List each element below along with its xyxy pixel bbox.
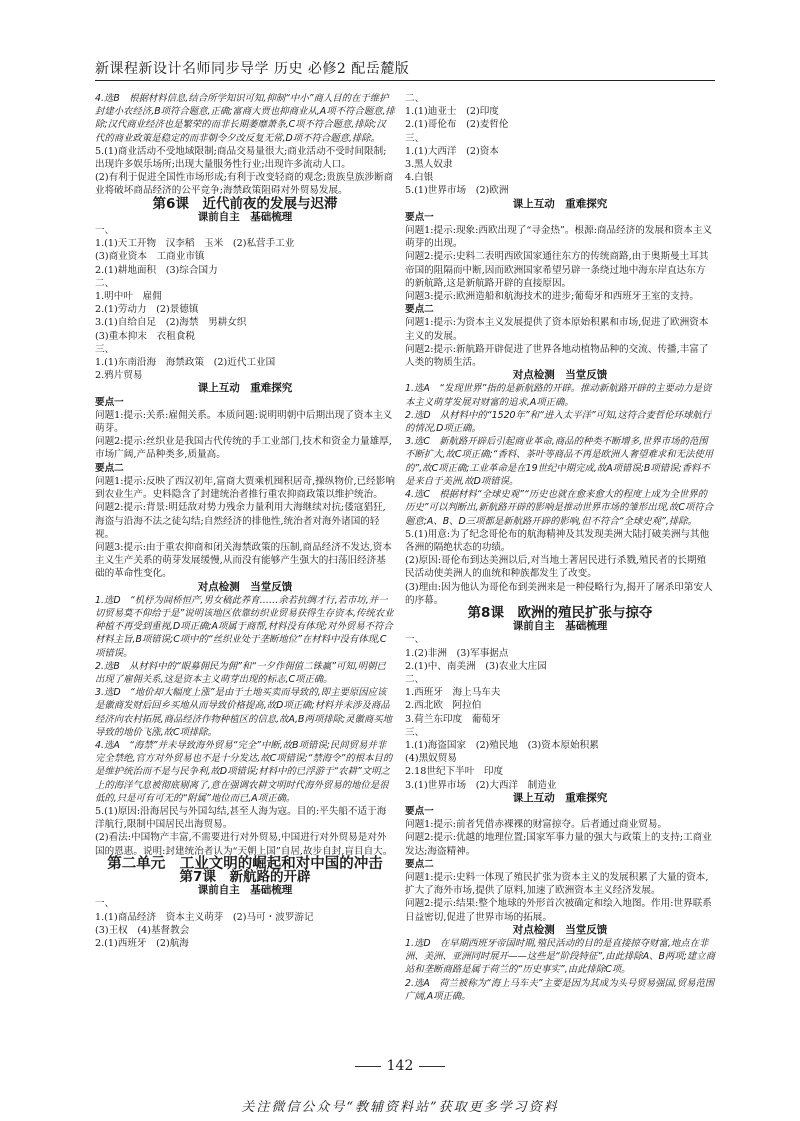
paragraph: (2)原因:哥伦布到达美洲以后,对当地土著居民进行杀戮,殖民者的长期殖民活动使美洲人的血统和种族都发生了改变。	[405, 555, 707, 580]
answer-paragraph: 3.选C 新航路开辟后引起商业革命,商品的种类不断增多,世界市场的范围不断扩大,故C项正确;“香料、茶叶等商品不再是欧洲人奢望难求和无法使用的”,故C项正确;工业革命是在19世纪中期完成,故A项错误;B项错误;香料不是来自于美洲,故D项错误。	[405, 436, 714, 487]
paragraph: (3)商业资本 工商业市镇	[95, 251, 205, 263]
paragraph: 三、	[405, 132, 425, 144]
left-column	[95, 92, 395, 950]
paragraph: 3.(1)自给自足 (2)海禁 男耕女织	[95, 317, 247, 329]
paragraph: 5.(1)用意:为了纪念哥伦布的航海精神及其发现美洲大陆打破美洲与其他各洲的隔绝状态的功绩。	[405, 528, 710, 553]
key-point-heading: 要点二	[95, 462, 124, 474]
section-heading: 课前自主 基础梳理	[197, 884, 293, 897]
answer-paragraph: 1.选D 在早期西班牙帝国时期,殖民活动的目的是直接掠夺财富,地点在非洲、美洲、亚洲同时展开——这些是“阶段特征”,由此排除A、B两项;建立商站和垄断商路是属于荷兰的“历史事实”,由此排除C项。	[405, 938, 715, 976]
paragraph: 3.荷兰东印度 葡萄牙	[405, 713, 501, 725]
paragraph: (3)重本抑末 衣租食税	[95, 330, 195, 342]
paragraph: 2.鸦片贸易	[95, 370, 143, 382]
paragraph: 2.(1)哥伦布 (2)麦哲伦	[405, 119, 509, 131]
page-number-dash-right	[419, 1066, 445, 1067]
paragraph: 2.(1)中、南美洲 (3)农业大庄园	[405, 660, 547, 672]
paragraph: (2)看法:中国物产丰富,不需要进行对外贸易,中国进行对外贸易是对外国的恩惠。说明:封建统治者认为“天朝上国”自居,故步自封,盲目自大。	[95, 832, 393, 857]
paragraph: 5.(1)商业活动不受地域限制;商品交易量很大;商业活动不受时间限制;出现许多娱乐场所;出现大量服务性行业;出现许多流动人口。	[95, 145, 387, 171]
answer-paragraph: 1.选D “机杼为闾桥恒产,男女稿此养育……余若抗绸才行,若市坊,并一切贸易莫不仰给于是”说明该地区依靠纺织业贸易获得生存资本,传统农业种植不再受到重视,D项正确;A项属于商帮,材料没有体现;对外贸易不符合材料主旨,B项错误;C项中的“丝织业处于垄断地位”在材料中没有体现,C项错误。	[95, 594, 394, 659]
answer-paragraph: 4.选C 根据材料“全球史观”“历史也就在愈来愈大的程度上成为全世界的历史”可以判断出,新航路开辟的影响是推动世界市场的雏形出现,故C项符合题意;A、B、D三项都是新航路开辟的影响,但不符合“全球史观”,排除。	[405, 489, 713, 527]
paragraph: (3)王权 (4)基督教会	[95, 924, 190, 936]
paragraph: 1.西班牙 海上马车夫	[405, 687, 501, 699]
paragraph: 问题2:提示:优越的地理位置;国家军事力量的强大与政策上的支持;工商业发达;海盗精神。	[405, 832, 712, 857]
paragraph: 4.白银	[405, 172, 434, 184]
paragraph: 1.(1)海盗国家 (2)殖民地 (3)资本原始积累	[405, 739, 599, 751]
page-number	[0, 1058, 800, 1074]
unit-heading: 第二单元 工业文明的崛起和对中国的冲击	[107, 855, 383, 872]
answer-paragraph: 4.选A “海禁”并未导致海外贸易“完全”中断,故B项错误;民间贸易并非完全禁绝,官方对外贸易也不是十分发达,故C项错误;“禁海令”的根本目的是维护统治而不是与民争利,故D项错误;材料中的已浮游于“农耕”文明之上的海洋气息被彻底剔离了,意在强调农耕文明时代海外贸易的地位是很低的,只是可有可无的“附属”地位而已,A项正确。	[95, 739, 393, 804]
paragraph: 1.(1)大西洋 (2)资本	[405, 145, 499, 157]
key-point-heading: 要点一	[405, 805, 434, 817]
paragraph: 5.(1)原因:沿海居民与外国勾结,甚至人海为寇。目的:平失船不适于海洋航行,限制中国居民出海贸易。	[95, 805, 387, 831]
paragraph: 一、	[95, 898, 115, 910]
paragraph: (2)有利于促进全国性市场形成;有利于改变轻商的观念;贵族皇族涉断商业将破坏商品经济的公平竞争;海禁政策阻碍对外贸易发展。	[95, 172, 394, 197]
paragraph: 问题1:提示:史料一体现了殖民扩张为资本主义的发展积累了大量的资本,扩大了海外市场,提供了原料,加速了欧洲资本主义经济发展。	[405, 871, 709, 897]
section-heading: 对点检测 当堂反馈	[512, 923, 608, 936]
paragraph: 2.西北欧 阿拉伯	[405, 700, 482, 712]
paragraph: 1.(1)东南沿海 海禁政策 (2)近代工业国	[95, 357, 276, 369]
paragraph: 三、	[95, 343, 115, 355]
paragraph: 1.(1)迪亚士 (2)印度	[405, 106, 499, 118]
paragraph: 3.黑人奴隶	[405, 159, 453, 171]
paragraph: 一、	[95, 225, 115, 237]
answer-paragraph: 2.选B 从材料中的“眼募佣民为佣”和“一夕作佣值二铢赢”可知,明朝已出现了雇佣关系,这是资本主义萌芽出现的标志,C项正确。	[95, 660, 386, 685]
paragraph: 1.(1)商品经济 资本主义萌芽 (2)马可・波罗游记	[95, 911, 314, 923]
paragraph: (4)黑奴贸易	[405, 753, 457, 765]
paragraph: 问题1:提示:为资本主义发展提供了资本原始积累和市场,促进了欧洲资本主义的发展。	[405, 317, 709, 342]
key-point-heading: 要点一	[95, 396, 124, 408]
page-header	[95, 58, 715, 78]
answer-paragraph: 2.选A 荷兰被称为“海上马车夫”主要是因为其成为头号贸易强国,贸易范围广阔,A项正确。	[405, 977, 715, 1002]
section-heading: 课上互动 重难探究	[512, 791, 608, 804]
lesson-heading: 第8课 欧洲的殖民扩张与掠夺	[467, 604, 653, 621]
paragraph: 二、	[95, 277, 115, 289]
footer-text: 关注微信公众号“教辅资料站”获取更多学习资料	[241, 1100, 559, 1115]
paragraph: 问题2:提示:史料二表明西欧国家通往东方的传统商路,由于奥斯曼土耳其帝国的阻隔而中断,因而欧洲国家希望另辟一条绕过地中海东岸直达东方的新航路,这是新航路开辟的直接原因。	[405, 251, 709, 289]
answer-paragraph: 4.选B 根据材料信息,结合所学知识可知,抑制“中小”商人目的在于维护封建小农经济,B项符合题意,正确;富商大贾也抑商业从,A项不符合题意,排除;汉代商业经济也是繁荣的而非长期萎靡萧条,C项不符合题意,排除;汉代的商业政策是稳定的而非朝令夕改反复无常,D项不符合题意,排除。	[95, 93, 395, 144]
paragraph: 问题1:提示:现象:西欧出现了“寻金热”。根源:商品经济的发展和资本主义萌芽的出现。	[405, 225, 713, 250]
page-number-dash-left	[355, 1066, 381, 1067]
paragraph: 二、	[405, 673, 425, 685]
key-point-heading: 要点二	[405, 858, 434, 870]
paragraph: 3.(1)世界市场 (2)大西洋 制造业	[405, 779, 557, 791]
paragraph: 2.18世纪下半叶 印度	[405, 766, 504, 778]
paragraph: 1.明中叶 雇佣	[95, 291, 162, 303]
paragraph: 2.(1)耕地面积 (3)综合国力	[95, 264, 218, 276]
key-point-heading: 要点一	[405, 211, 434, 223]
section-heading: 课上互动 重难探究	[197, 382, 293, 395]
right-column	[405, 92, 715, 1003]
section-heading: 对点检测 当堂反馈	[197, 580, 293, 593]
footer-note	[0, 1096, 800, 1115]
section-heading: 课前自主 基础梳理	[512, 620, 608, 633]
page-number-text: 142	[386, 1058, 414, 1074]
paragraph: 问题1:提示:前者凭借赤裸裸的财富掠夺。后者通过商业贸易。	[405, 819, 668, 831]
answer-paragraph: 2.选D 从材料中的“1520年”和“进入太平洋”可知,这符合麦哲伦环球航行的情况,D项正确。	[405, 409, 712, 435]
paragraph: 问题3:提示:由于重农抑商和闭关海禁政策的压制,商品经济不发达,资本主义生产关系的萌芽发展缓慢,从而没有能够产生强大的扫荡旧经济基础的革命性变化。	[95, 541, 392, 580]
paragraph: 5.(1)世界市场 (2)欧洲	[405, 185, 509, 197]
paragraph: 1.(2)非洲 (3)军事据点	[405, 647, 509, 659]
header-title: 新课程新设计名师同步导学 历史 必修2 配岳麓版	[95, 61, 410, 77]
paragraph: 2.(1)西班牙 (2)航海	[95, 938, 189, 949]
key-point-heading: 要点二	[405, 304, 434, 316]
paragraph: 一、	[405, 634, 425, 646]
section-heading: 对点检测 当堂反馈	[512, 369, 608, 382]
paragraph: 问题3:提示:欧洲造船和航海技术的进步;葡萄牙和西班牙王室的支持。	[405, 291, 700, 303]
answer-paragraph: 3.选D “地价却大幅度上涨”是由于土地买卖而导致的,即主要原因应该是徽商发财后回乡买地从而导致价格提高,故D项正确;材料并未涉及商品经济向农村拓展,商品经济作物种植区的信息,故A,B两项排除;灵徽商买地导致的地价飞涨,故C项排除。	[95, 687, 392, 738]
paragraph: 问题1:提示:反映了西汉初年,富商大贾乘机囤积居奇,操纵物价,已经影响到农业生产。史料隐含了封建统治者推行重农抑商政策以维护统治。	[95, 475, 395, 501]
paragraph: 问题2:提示:背景:明廷敌对势力残余力量利用大海继续对抗;倭寇猖狂,海盗与沿海不法之徒勾结;自然经济的排他性,统治者对海外诸国的轻视。	[95, 502, 386, 540]
header-rule	[95, 80, 715, 81]
paragraph: 三、	[405, 726, 425, 738]
lesson-heading: 第7课 新航路的开辟	[179, 868, 311, 885]
section-heading: 课前自主 基础梳理	[197, 210, 293, 223]
paragraph: 二、	[405, 93, 425, 104]
paragraph: 问题2:提示:丝织业是我国古代传统的手工业部门,技术和资金力量雄厚,市场广阔,产品种类多,质量高。	[95, 436, 392, 461]
paragraph: 问题2:提示:结果:整个地球的外形首次被确定和绘入地图。作用:世界联系日益密切,促进了世界市场的拓展。	[405, 898, 712, 923]
paragraph: 问题2:提示:新航路开辟促进了世界各地动植物品种的交流、传播,丰富了人类的物质生活。	[405, 343, 709, 369]
answer-paragraph: 1.选A “发现世界”指的是新航路的开辟。推动新航路开辟的主要动力是资本主义萌芽发展对财富的追求,A项正确。	[405, 383, 712, 408]
paragraph: (3)理由:因为他认为哥伦布到美洲来是一种侵略行为,揭开了屠杀印第安人的序幕。	[405, 581, 713, 606]
lesson-heading: 第6课 近代前夜的发展与迟滞	[152, 195, 338, 212]
paragraph: 2.(1)劳动力 (2)景德镇	[95, 304, 199, 316]
paragraph: 问题1:提示:关系:雇佣关系。本质问题:说明明朝中后期出现了资本主义萌芽。	[95, 409, 393, 435]
paragraph: 1.(1)天工开物 汉李稻 玉米 (2)私营手工业	[95, 238, 295, 250]
section-heading: 课上互动 重难探究	[512, 197, 608, 210]
